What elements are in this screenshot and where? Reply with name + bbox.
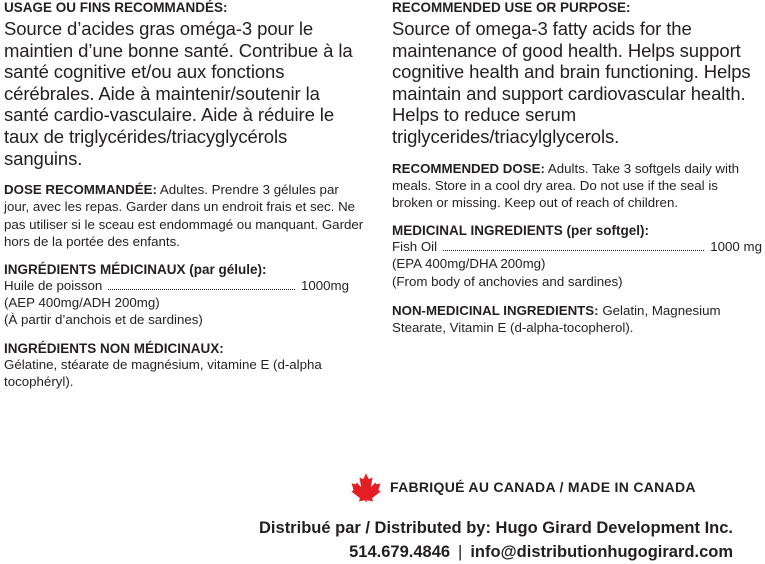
fr-nonmedicinal-text: Gélatine, stéarate de magnésium, vitamine E (d-alpha tocophéryl).: [4, 356, 322, 389]
made-in-canada: [350, 472, 696, 502]
en-ingredient-detail: (EPA 400mg/DHA 200mg): [392, 256, 546, 272]
fr-ingredient-amount: 1000mg: [300, 277, 349, 293]
fr-use-text: Source d’acides gras oméga-3 pour le maintien d’une bonne santé. Contribue à la santé cognitive et/ou aux fonctions cérébrales. Aide à maintenir/soutenir la santé cardio-vasculaire. Aide à réduire le taux de triglycérides/triacyglycérols sanguins.: [4, 18, 353, 169]
fr-ingredient-line: [4, 277, 349, 294]
phone-number: 514.679.4846: [349, 543, 451, 561]
distributed-by-text: Distribué par / Distributed by: Hugo Girard Development Inc.: [259, 519, 733, 537]
contact-separator: |: [458, 543, 463, 561]
en-use-heading: RECOMMENDED USE OR PURPOSE:: [392, 0, 631, 15]
fr-dot-leader: [108, 289, 295, 290]
fr-medicinal-block: [4, 262, 364, 329]
en-dot-leader: [443, 250, 704, 251]
en-use-text: Source of omega-3 fatty acids for the maintenance of good health. Helps support cognitive health and brain functioning. Helps maintain and support cardiovascular health. Helps to reduce serum triglycerides/triacylglycerols.: [392, 18, 751, 147]
en-dose-text: Adults. Take 3 softgels daily with meals. Store in a cool dry area. Do not use if the seal is broken or missing. Keep out of reach of children.: [392, 160, 740, 210]
en-ingredient-line: [392, 238, 762, 255]
fr-ingredient-detail: (AEP 400mg/ADH 200mg): [4, 295, 160, 311]
fr-ingredient-name: Huile de poisson: [4, 277, 103, 293]
en-ingredient-amount: 1000 mg: [710, 239, 762, 255]
en-nonmedicinal-heading: NON-MEDICINAL INGREDIENTS:: [392, 302, 599, 318]
fr-dose-block: [4, 181, 364, 250]
fr-nonmedicinal-block: [4, 341, 364, 390]
maple-leaf-icon: [350, 472, 382, 502]
fr-nonmedicinal-heading: INGRÉDIENTS NON MÉDICINAUX:: [4, 340, 224, 356]
english-column: [392, 0, 762, 336]
en-dose-heading: RECOMMENDED DOSE:: [392, 160, 545, 176]
en-medicinal-block: [392, 223, 762, 290]
french-column: [4, 0, 364, 390]
fr-ingredient-source: (À partir d’anchois et de sardines): [4, 312, 203, 328]
made-in-canada-text: FABRIQUÉ AU CANADA / MADE IN CANADA: [390, 479, 696, 495]
fr-dose-heading: DOSE RECOMMANDÉE:: [4, 182, 157, 198]
fr-medicinal-heading: INGRÉDIENTS MÉDICINAUX (par gélule):: [4, 261, 267, 277]
en-ingredient-name: Fish Oil: [392, 239, 438, 255]
en-dose-block: [392, 160, 762, 212]
fr-dose-text: Adultes. Prendre 3 gélules par jour, avec les repas. Garder dans un endroit frais et sec. Ne pas utiliser si le sceau est endommagé ou manquant. Garder hors de la portée des enfants.: [4, 182, 364, 249]
en-nonmedicinal-text: Gelatin, Magnesium Stearate, Vitamin E (d-alpha-tocopherol).: [392, 302, 721, 335]
email-address: info@distributionhugogirard.com: [470, 543, 733, 561]
en-nonmedicinal-block: [392, 302, 762, 336]
distributor-info: [259, 516, 733, 564]
en-medicinal-heading: MEDICINAL INGREDIENTS (per softgel):: [392, 223, 650, 239]
fr-use-heading: USAGE OU FINS RECOMMANDÉS:: [4, 0, 228, 15]
en-ingredient-source: (From body of anchovies and sardines): [392, 273, 623, 289]
contact-line: [259, 540, 733, 564]
